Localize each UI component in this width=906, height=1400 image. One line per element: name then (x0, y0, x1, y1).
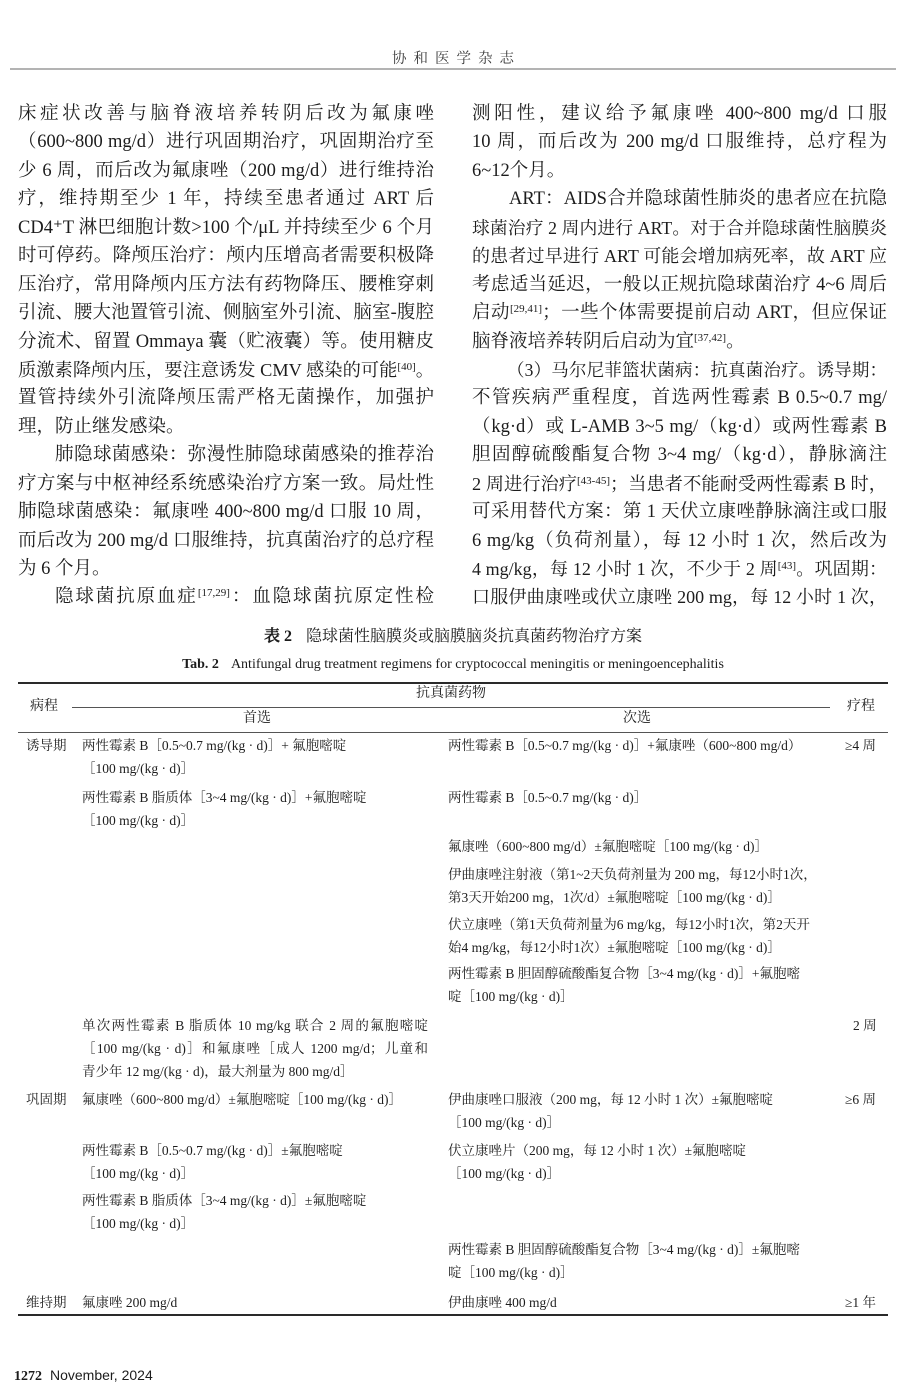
regimen-line: 青少年 12 mg/(kg · d)，最大剂量为 800 mg/d］ (82, 1063, 354, 1079)
first-choice-cell (82, 734, 428, 780)
phase-label: 巩固期 (26, 1091, 67, 1107)
column-header-antifungal-drugs: 抗真菌药物 (416, 686, 486, 701)
line-text: ；当患者不能耐受两性霉素 B 时， (610, 473, 887, 494)
citation-reference[interactable]: [37,42] (694, 331, 727, 344)
page-number: 1272 (14, 1369, 42, 1384)
line-text: 4 mg/kg，每 12 小时 1 次，不少于 2 周 (472, 559, 778, 579)
body-text-line: 理，防止继发感染。 (18, 416, 185, 437)
body-text-line: 口服伊曲康唑或伏立康唑 200 mg，每 12 小时 1 次， (472, 587, 887, 608)
body-text-line: 测阳性，建议给予氟康唑 400~800 mg/d 口服 (472, 104, 887, 124)
regimen-line: 两性霉素 B 脂质体［3~4 mg/(kg · d)］±氟胞嘧啶 (82, 1192, 367, 1208)
body-text-line: 引流、腰大池置管引流、侧脑室外引流、脑室-腹腔 (18, 303, 434, 324)
regimen-line: 伏立康唑（第1天负荷剂量为6 mg/kg，每12小时1次，第2天开 (448, 916, 810, 932)
line-text: ；一些个体需要提前启动 ART，但应保证 (542, 303, 887, 324)
body-text-line: 6~12个月。 (472, 160, 566, 181)
body-text-line (472, 470, 887, 498)
table-row (0, 786, 906, 828)
regimen-line: 伊曲康唑 400 mg/d (448, 1294, 557, 1310)
second-choice-cell (448, 1291, 836, 1314)
duration-value: ≥4 周 (845, 737, 877, 753)
body-text-line: 疗方案与中枢神经系统感染治疗方案一致。局灶性 (18, 473, 434, 494)
header-span-rule (72, 707, 830, 708)
body-text-line: 分流术、留置 Ommaya 囊（贮液囊）等。使用糖皮 (18, 331, 434, 352)
duration-value: ≥6 周 (845, 1091, 877, 1107)
duration-value: ≥1 年 (845, 1294, 877, 1310)
table-row (0, 1189, 906, 1231)
regimen-line: 伊曲康唑口服液（200 mg，每 12 小时 1 次）±氟胞嘧啶 (448, 1091, 774, 1107)
column-header-second-choice: 次选 (623, 711, 651, 726)
phase-cell (26, 734, 78, 757)
table-caption-chinese (0, 626, 906, 648)
body-text-line: （600~800 mg/d）进行巩固期治疗，巩固期治疗至 (18, 132, 434, 153)
phase-cell (26, 1291, 78, 1314)
table-title: Antifungal drug treatment regimens for cryptococcal meningitis or meningoencephalitis (230, 657, 724, 672)
line-text: 2 周进行治疗 (472, 473, 578, 494)
column-header-phase: 病程 (30, 699, 58, 714)
body-text-line: CD4⁺T 淋巴细胞计数>100 个/μL 并持续至少 6 个月 (18, 217, 434, 238)
body-text-line: 为 6 个月。 (18, 559, 111, 579)
body-text-line: 置管持续外引流降颅压需严格无菌操作，加强护 (18, 388, 434, 409)
regimen-line: 伏立康唑片（200 mg，每 12 小时 1 次）±氟胞嘧啶 (448, 1142, 747, 1158)
table-row (0, 1291, 906, 1310)
line-text: 。 (726, 331, 745, 352)
regimen-line: ［100 mg/(kg · d)］ (82, 812, 195, 828)
citation-reference[interactable]: [43-45] (577, 474, 611, 487)
body-text-line: 6 mg/kg（负荷剂量），每 12 小时 1 次，然后改为 (472, 530, 887, 551)
line-text: 启动 (472, 303, 510, 324)
second-choice-cell (448, 835, 836, 858)
first-choice-cell (82, 1014, 428, 1083)
left-text-column (18, 100, 434, 612)
first-choice-cell (82, 1139, 428, 1185)
table-row (0, 1238, 906, 1280)
regimen-line: ［100 mg/(kg · d)］ (448, 1114, 561, 1130)
page-footer (14, 1365, 153, 1387)
right-text-column (472, 100, 887, 612)
regimen-line: 两性霉素 B［0.5~0.7 mg/(kg · d)］+ 氟胞嘧啶 (82, 737, 347, 753)
line-text: 。巩固期： (796, 559, 887, 579)
line-text: 。 (415, 359, 434, 380)
table-bottom-rule (18, 1314, 888, 1316)
line-text: ：血隐球菌抗原定性检 (229, 587, 434, 608)
citation-reference[interactable]: [29,41] (510, 303, 543, 316)
table-row (0, 1014, 906, 1079)
second-choice-cell (448, 913, 836, 959)
phase-label: 维持期 (26, 1294, 67, 1310)
paragraph-start-line: ART：AIDS合并隐球菌性肺炎的患者应在抗隐 (509, 189, 887, 210)
regimen-line: ［100 mg/(kg · d)］ (82, 1165, 195, 1181)
body-text-line (472, 555, 887, 583)
second-choice-cell (448, 1139, 836, 1185)
line-text: 质激素降颅内压，要注意诱发 CMV 感染的可能 (18, 359, 398, 380)
line-text: 脑脊液培养转阴后启动为宜 (472, 331, 695, 352)
header-divider (10, 68, 896, 70)
body-text-line: 而后改为 200 mg/d 口服维持，抗真菌治疗的总疗程 (18, 530, 434, 551)
body-text-line: 球菌治疗 2 周内进行 ART。对于合并隐球菌性脑膜炎 (472, 217, 887, 238)
regimen-line: ［100 mg/(kg · d)］ (448, 1165, 561, 1181)
phase-label: 诱导期 (26, 737, 67, 753)
regimen-line: 两性霉素 B 胆固醇硫酸酯复合物［3~4 mg/(kg · d)］+氟胞嘧 (448, 965, 801, 981)
table-caption-english (0, 655, 906, 675)
regimen-line: 氟康唑 200 mg/d (82, 1294, 178, 1310)
body-text-line: 考虑适当延迟，一般以正规抗隐球菌治疗 4~6 周后 (472, 274, 887, 295)
table-row (0, 962, 906, 1004)
regimen-line: 两性霉素 B［0.5~0.7 mg/(kg · d)］ (448, 789, 648, 805)
body-text-line: 肺隐球菌感染：氟康唑 400~800 mg/d 口服 10 周， (18, 502, 434, 523)
regimen-line: 两性霉素 B［0.5~0.7 mg/(kg · d)］+氟康唑（600~800 mg/d） (448, 737, 802, 753)
table-row (0, 913, 906, 955)
issue-date: November, 2024 (50, 1367, 153, 1383)
body-text-line: 时可停药。降颅压治疗：颅内压增高者需要积极降 (18, 246, 434, 267)
regimen-line: 氟康唑（600~800 mg/d）±氟胞嘧啶［100 mg/(kg · d)］ (82, 1091, 402, 1107)
citation-reference[interactable]: [40] (397, 360, 416, 373)
citation-reference[interactable]: [17,29] (197, 587, 230, 600)
regimen-line: 两性霉素 B［0.5~0.7 mg/(kg · d)］±氟胞嘧啶 (82, 1142, 343, 1158)
body-text-line: 疗，维持期至少 1 年，持续至患者通过 ART 后 (18, 189, 434, 210)
duration-cell (845, 1014, 891, 1037)
paragraph-start-line: 肺隐球菌感染：弥漫性肺隐球菌感染的推荐治 (55, 445, 434, 466)
table-row (0, 734, 906, 776)
column-header-duration: 疗程 (847, 699, 875, 714)
body-text-line (472, 299, 887, 327)
first-choice-cell (82, 1291, 428, 1314)
regimen-line: 啶［100 mg/(kg · d)］ (448, 1264, 574, 1280)
second-choice-cell (448, 1088, 836, 1134)
body-text-line: 床症状改善与脑脊液培养转阴后改为氟康唑 (18, 104, 434, 124)
journal-title: 协和医学杂志 (392, 51, 521, 67)
column-header-first-choice: 首选 (243, 711, 271, 726)
second-choice-cell (448, 962, 836, 1008)
regimen-line: 啶［100 mg/(kg · d)］ (448, 988, 574, 1004)
body-text-line (18, 356, 434, 384)
table-label: 表 2 (263, 628, 292, 645)
regimen-line: 伊曲康唑注射液（第1~2天负荷剂量为 200 mg，每12小时1次， (448, 866, 817, 882)
table-row (0, 1088, 906, 1130)
regimen-line: 两性霉素 B 脂质体［3~4 mg/(kg · d)］+氟胞嘧啶 (82, 789, 367, 805)
body-text-line: （kg·d）或 L-AMB 3~5 mg/（kg·d）或两性霉素 B (472, 416, 887, 437)
table-row (0, 1139, 906, 1181)
body-text-line: 胆固醇硫酸酯复合物 3~4 mg/（kg·d），静脉滴注 (472, 445, 887, 466)
body-text-line: 10 周，而后改为 200 mg/d 口服维持，总疗程为 (472, 132, 887, 153)
body-text-line: 少 6 周，而后改为氟康唑（200 mg/d）进行维持治 (18, 160, 434, 181)
regimen-line: 始4 mg/kg，每12小时1次）±氟胞嘧啶［100 mg/(kg · d)］ (448, 939, 781, 955)
duration-cell (845, 1291, 891, 1314)
duration-value: 2 周 (853, 1017, 877, 1033)
line-text: 隐球菌抗原血症 (55, 587, 198, 608)
first-choice-cell (82, 786, 428, 832)
first-choice-cell (82, 1189, 428, 1235)
paragraph-start-line (18, 583, 434, 611)
paragraph-start-line: （3）马尔尼菲篮状菌病：抗真菌治疗。诱导期： (507, 359, 887, 380)
table-label: Tab. 2 (182, 657, 219, 672)
duration-cell (845, 734, 891, 757)
second-choice-cell (448, 786, 836, 809)
body-text-line (472, 328, 887, 356)
regimen-line: ［100 mg/(kg · d)］和氟康唑［成人 1200 mg/d；儿童和 (82, 1040, 428, 1056)
body-text-line: 压治疗，常用降颅内压方法有药物降压、腰椎穿刺 (18, 274, 434, 295)
regimen-line: 第3天开始200 mg，1次/d）±氟胞嘧啶［100 mg/(kg · d)］ (448, 889, 781, 905)
regimen-line: 氟康唑（600~800 mg/d）±氟胞嘧啶［100 mg/(kg · d)］ (448, 838, 768, 854)
regimen-line: 两性霉素 B 胆固醇硫酸酯复合物［3~4 mg/(kg · d)］±氟胞嘧 (448, 1241, 800, 1257)
body-text-line: 不管疾病严重程度，首选两性霉素 B 0.5~0.7 mg/ (472, 388, 887, 409)
regimen-line: ［100 mg/(kg · d)］ (82, 760, 195, 776)
regimen-line: ［100 mg/(kg · d)］ (82, 1215, 195, 1231)
body-text-line: 可采用替代方案：第 1 天伏立康唑静脉滴注或口服 (472, 502, 887, 523)
second-choice-cell (448, 1238, 836, 1284)
first-choice-cell (82, 1088, 428, 1111)
phase-cell (26, 1088, 78, 1111)
table-row (0, 835, 906, 854)
table-row (0, 863, 906, 905)
regimen-line: 单次两性霉素 B 脂质体 10 mg/kg 联合 2 周的氟胞嘧啶 (82, 1017, 428, 1033)
body-text-line: 的患者过早进行 ART 可能会增加病死率，故 ART 应 (472, 246, 887, 267)
table-title: 隐球菌性脑膜炎或脑膜脑炎抗真菌药物治疗方案 (306, 628, 643, 645)
second-choice-cell (448, 734, 836, 757)
duration-cell (845, 1088, 891, 1111)
second-choice-cell (448, 863, 836, 909)
citation-reference[interactable]: [43] (777, 559, 797, 572)
